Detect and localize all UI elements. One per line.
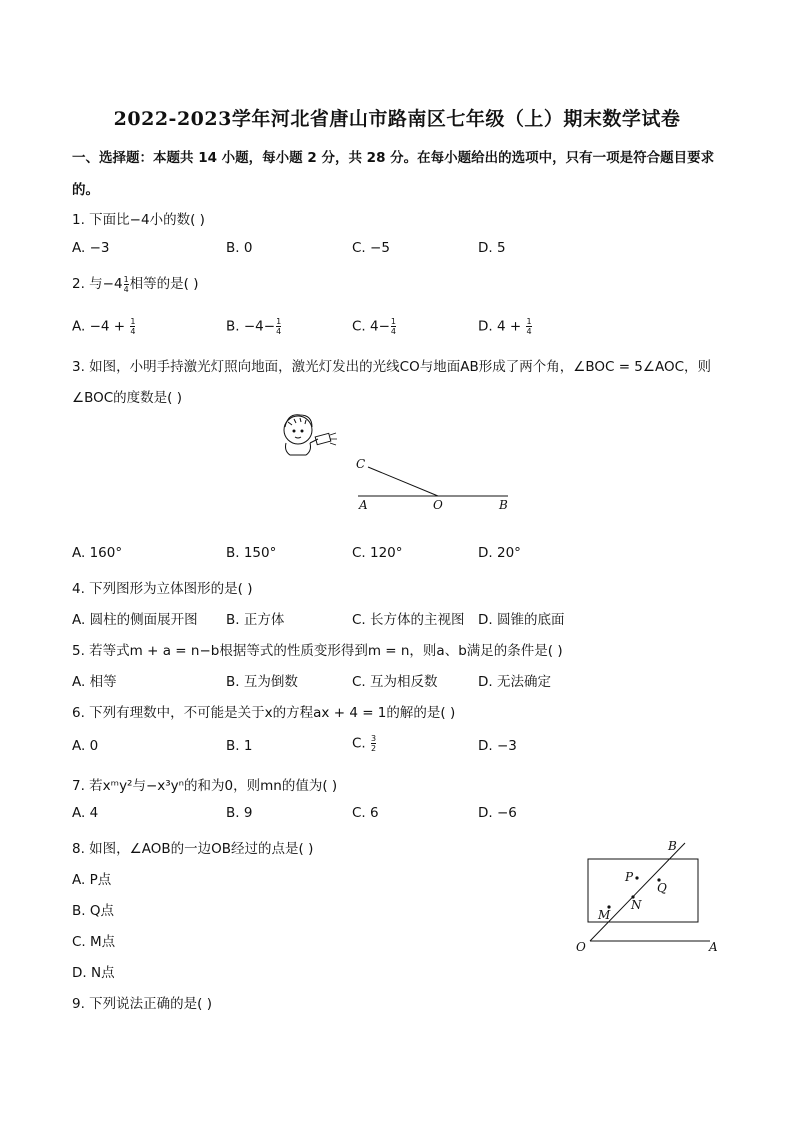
q2-stem-prefix: 2. 与−4 xyxy=(72,276,123,292)
q3-option-b: B. 150° xyxy=(226,545,277,561)
label-a: A xyxy=(709,940,718,954)
q1-option-d: D. 5 xyxy=(478,240,506,256)
q1-option-a: A. −3 xyxy=(72,240,110,256)
label-c: C xyxy=(356,457,366,471)
ray-ob xyxy=(590,843,685,941)
section-instruction-line2: 的。 xyxy=(72,182,99,198)
q2-stem xyxy=(72,272,199,294)
label-q: Q xyxy=(657,881,667,895)
q4-option-d: D. 圆锥的底面 xyxy=(478,612,565,628)
q8-option-b: B. Q点 xyxy=(72,903,114,919)
q6-option-b: B. 1 xyxy=(226,738,253,754)
q6-option-c: C. $\frac{3}{2}$ xyxy=(352,734,377,753)
q6-option-d: D. −3 xyxy=(478,738,517,754)
label-a: A xyxy=(359,498,368,512)
q4-option-a: A. 圆柱的侧面展开图 xyxy=(72,612,198,628)
q8-stem: 8. 如图，∠AOB的一边OB经过的点是( ) xyxy=(72,841,314,857)
ray-co xyxy=(368,467,438,496)
label-n: N xyxy=(631,898,642,912)
q7-option-b: B. 9 xyxy=(226,805,253,821)
q4-stem: 4. 下列图形为立体图形的是( ) xyxy=(72,581,253,597)
q8-option-a: A. P点 xyxy=(72,872,112,888)
q3-stem-line2: ∠BOC的度数是( ) xyxy=(72,390,183,406)
q8-figure xyxy=(570,835,730,960)
q4-option-b: B. 正方体 xyxy=(226,612,285,628)
label-p: P xyxy=(625,870,634,884)
label-o: O xyxy=(576,940,586,954)
q2-option-d: D. 4 + $\frac{1}{4}$ xyxy=(478,317,532,336)
q8-option-d: D. N点 xyxy=(72,965,115,981)
q7-stem: 7. 若xᵐy²与−x³yⁿ的和为0，则mn的值为( ) xyxy=(72,778,338,794)
q3-figure xyxy=(270,405,530,520)
q5-stem: 5. 若等式m + a = n−b根据等式的性质变形得到m = n，则a、b满足的条件是( ) xyxy=(72,643,563,659)
q3-stem-line1: 3. 如图，小明手持激光灯照向地面，激光灯发出的光线CO与地面AB形成了两个角，∠BOC = 5∠AOC，则 xyxy=(72,359,712,375)
q5-option-c: C. 互为相反数 xyxy=(352,674,438,690)
q1-stem: 1. 下面比−4小的数( ) xyxy=(72,212,205,228)
label-o: O xyxy=(433,498,443,512)
q7-option-c: C. 6 xyxy=(352,805,379,821)
exam-title: 2022-2023学年河北省唐山市路南区七年级（上）期末数学试卷 xyxy=(113,108,681,130)
section-instruction-line1: 一、选择题：本题共 14 小题，每小题 2 分，共 28 分。在每小题给出的选项中，只有一项是符合题目要求 xyxy=(72,150,715,166)
q5-option-d: D. 无法确定 xyxy=(478,674,551,690)
q3-option-a: A. 160° xyxy=(72,545,123,561)
q5-option-b: B. 互为倒数 xyxy=(226,674,298,690)
q2-stem-fraction: $\frac{1}{4}$ xyxy=(123,274,129,294)
label-m: M xyxy=(598,908,611,922)
boy-with-laser-illustration xyxy=(284,415,337,455)
q5-option-a: A. 相等 xyxy=(72,674,117,690)
q1-option-c: C. −5 xyxy=(352,240,390,256)
q2-option-a: A. −4 + $\frac{1}{4}$ xyxy=(72,317,136,336)
q6-option-a: A. 0 xyxy=(72,738,99,754)
q9-stem: 9. 下列说法正确的是( ) xyxy=(72,996,212,1012)
label-b: B xyxy=(499,498,508,512)
q7-option-a: A. 4 xyxy=(72,805,99,821)
label-b: B xyxy=(668,839,677,853)
q1-option-b: B. 0 xyxy=(226,240,253,256)
q2-stem-suffix: 相等的是( ) xyxy=(129,276,199,292)
q7-option-d: D. −6 xyxy=(478,805,517,821)
point-p xyxy=(635,876,638,879)
q3-option-c: C. 120° xyxy=(352,545,403,561)
q4-option-c: C. 长方体的主视图 xyxy=(352,612,465,628)
q6-stem: 6. 下列有理数中，不可能是关于x的方程ax + 4 = 1的解的是( ) xyxy=(72,705,456,721)
q2-option-b: B. −4− $\frac{1}{4}$ xyxy=(226,317,282,336)
q2-option-c: C. 4− $\frac{1}{4}$ xyxy=(352,317,397,336)
q3-option-d: D. 20° xyxy=(478,545,521,561)
q8-option-c: C. M点 xyxy=(72,934,116,950)
